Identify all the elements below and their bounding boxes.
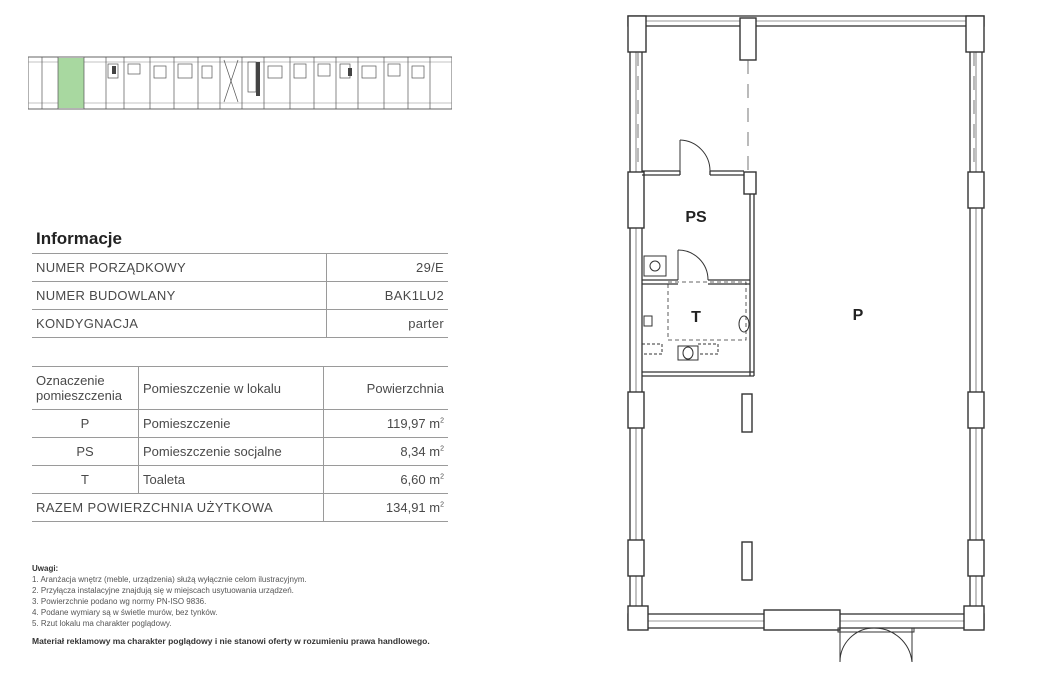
beam-lines <box>638 52 974 170</box>
rooms-header-row <box>32 367 448 410</box>
info-table <box>32 253 448 338</box>
note-item: 3. Powierzchnie podano wg normy PN-ISO 9836. <box>32 597 207 606</box>
info-row <box>32 254 448 282</box>
toilet-fixtures <box>642 256 749 360</box>
notes-section <box>32 563 432 648</box>
room-code: PS <box>32 438 139 466</box>
highlighted-unit <box>58 58 84 108</box>
area-unit-sup: 2 <box>440 473 444 481</box>
rooms-table <box>32 366 448 522</box>
room-code: P <box>32 410 139 438</box>
info-value: parter <box>327 310 449 338</box>
room-name: Pomieszczenie socjalne <box>139 438 324 466</box>
info-row <box>32 310 448 338</box>
note-item: 5. Rzut lokalu ma charakter poglądowy. <box>32 619 172 628</box>
room-row <box>32 466 448 494</box>
notes-heading: Uwagi: <box>32 564 59 573</box>
room-name: Toaleta <box>139 466 324 494</box>
info-title: Informacje <box>36 229 122 248</box>
floor-plan <box>620 10 992 672</box>
note-item: 1. Aranżacja wnętrz (meble, urządzenia) służą wyłącznie celom ilustracyjnym. <box>32 575 307 584</box>
columns <box>628 16 984 630</box>
room-name: Pomieszczenie <box>139 410 324 438</box>
interior-walls <box>642 171 754 376</box>
header-name: Pomieszczenie w lokalu <box>139 367 324 410</box>
room-label-t: T <box>691 309 701 326</box>
note-item: 2. Przyłącza instalacyjne znajdują się w miejscach usytuowania urządzeń. <box>32 586 294 595</box>
total-area-cell <box>324 494 449 522</box>
area-unit-sup: 2 <box>440 417 444 425</box>
room-label-ps: PS <box>685 209 707 226</box>
room-area: 119,97 m <box>386 416 441 431</box>
room-area-cell <box>324 466 449 494</box>
total-label: RAZEM POWIERZCHNIA UŻYTKOWA <box>32 494 324 522</box>
disclaimer: Materiał reklamowy ma charakter poglądowy i nie stanowi oferty w rozumieniu prawa handlowego. <box>32 636 430 646</box>
room-row <box>32 410 448 438</box>
room-area-cell <box>324 410 449 438</box>
total-row <box>32 494 448 522</box>
note-item: 4. Podane wymiary są w świetle murów, bez tynków. <box>32 608 218 617</box>
info-label: KONDYGNACJA <box>32 310 327 338</box>
area-unit-sup: 2 <box>440 445 444 453</box>
room-code: T <box>32 466 139 494</box>
doors <box>678 140 914 662</box>
info-label: NUMER BUDOWLANY <box>32 282 327 310</box>
room-area: 8,34 m <box>400 444 441 459</box>
total-area: 134,91 m <box>385 500 441 515</box>
outer-walls <box>628 16 984 628</box>
room-area: 6,60 m <box>400 472 441 487</box>
info-value: BAK1LU2 <box>327 282 449 310</box>
info-label: NUMER PORZĄDKOWY <box>32 254 327 282</box>
building-key-plan <box>28 52 452 112</box>
area-unit-sup: 2 <box>440 501 444 509</box>
room-row <box>32 438 448 466</box>
info-value: 29/E <box>327 254 449 282</box>
room-area-cell <box>324 438 449 466</box>
room-label-p: P <box>852 307 864 324</box>
header-area: Powierzchnia <box>324 367 449 410</box>
header-code: Oznaczenie pomieszczenia <box>32 367 139 410</box>
info-row <box>32 282 448 310</box>
